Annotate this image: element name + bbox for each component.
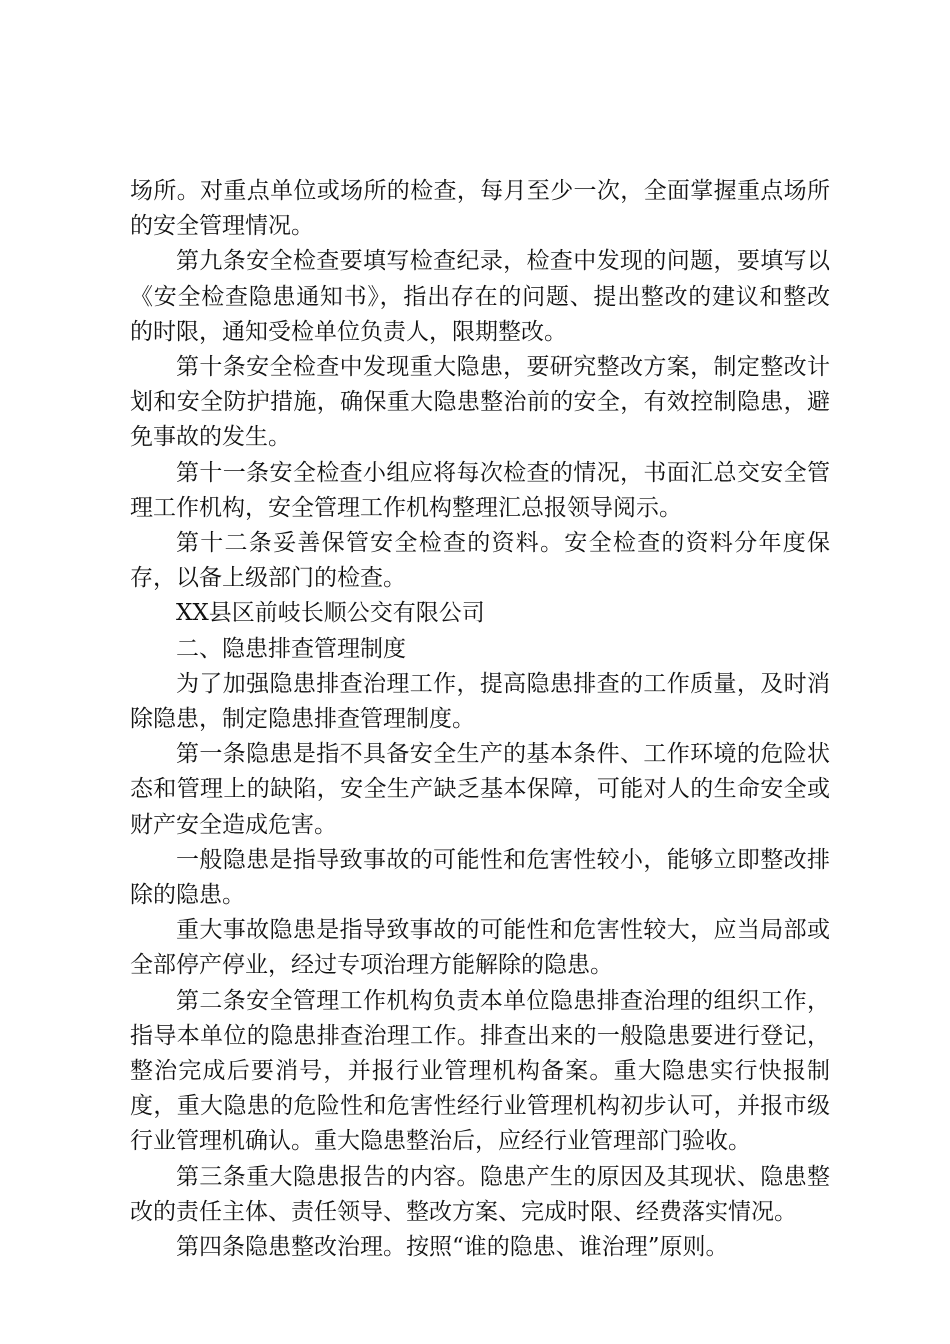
paragraph-article-1: 第一条隐患是指不具备安全生产的基本条件、工作环境的危险状态和管理上的缺陷，安全生产缺乏基本保障，可能对人的生命安全或财产安全造成危害。: [130, 741, 830, 838]
company-name: XX县区前岐长顺公交有限公司: [176, 600, 485, 627]
paragraph-article-9: 第九条安全检查要填写检查纪录，检查中发现的问题，要填写以《安全检查隐患通知书》，指出存在的问题、提出整改的建议和整改的时限，通知受检单位负责人，限期整改。: [130, 248, 830, 345]
document-body: [130, 174, 830, 1265]
paragraph-article-2: 第二条安全管理工作机构负责本单位隐患排查治理的组织工作，指导本单位的隐患排查治理工作。排查出来的一般隐患要进行登记，整治完成后要消号，并报行业管理机构备案。重大隐患实行快报制度，重大隐患的危险性和危害性经行业管理机构初步认可，并报市级行业管理机确认。重大隐患整治后，应经行业管理部门验收。: [130, 987, 830, 1155]
paragraph-major-hazard: 重大事故隐患是指导致事故的可能性和危害性较大，应当局部或全部停产停业，经过专项治理方能解除的隐患。: [130, 917, 830, 979]
paragraph-intro: 为了加强隐患排查治理工作，提高隐患排查的工作质量，及时消除隐患，制定隐患排查管理制度。: [130, 670, 830, 733]
paragraph-article-12: 第十二条妥善保管安全检查的资料。安全检查的资料分年度保存，以备上级部门的检查。: [130, 530, 830, 592]
paragraph-1: 场所。对重点单位或场所的检查，每月至少一次，全面掌握重点场所的安全管理情况。: [130, 178, 830, 240]
paragraph-article-4: 第四条隐患整改治理。按照“谁的隐患、谁治理”原则。: [176, 1234, 729, 1261]
paragraph-article-10: 第十条安全检查中发现重大隐患，要研究整改方案，制定整改计划和安全防护措施，确保重大隐患整治前的安全，有效控制隐患，避免事故的发生。: [130, 354, 830, 451]
section-heading: 二、隐患排查管理制度: [176, 635, 406, 662]
paragraph-article-3: 第三条重大隐患报告的内容。隐患产生的原因及其现状、隐患整改的责任主体、责任领导、整改方案、完成时限、经费落实情况。: [130, 1163, 830, 1225]
paragraph-article-11: 第十一条安全检查小组应将每次检查的情况，书面汇总交安全管理工作机构，安全管理工作机构整理汇总报领导阅示。: [130, 459, 830, 521]
paragraph-general-hazard: 一般隐患是指导致事故的可能性和危害性较小，能够立即整改排除的隐患。: [130, 846, 830, 909]
